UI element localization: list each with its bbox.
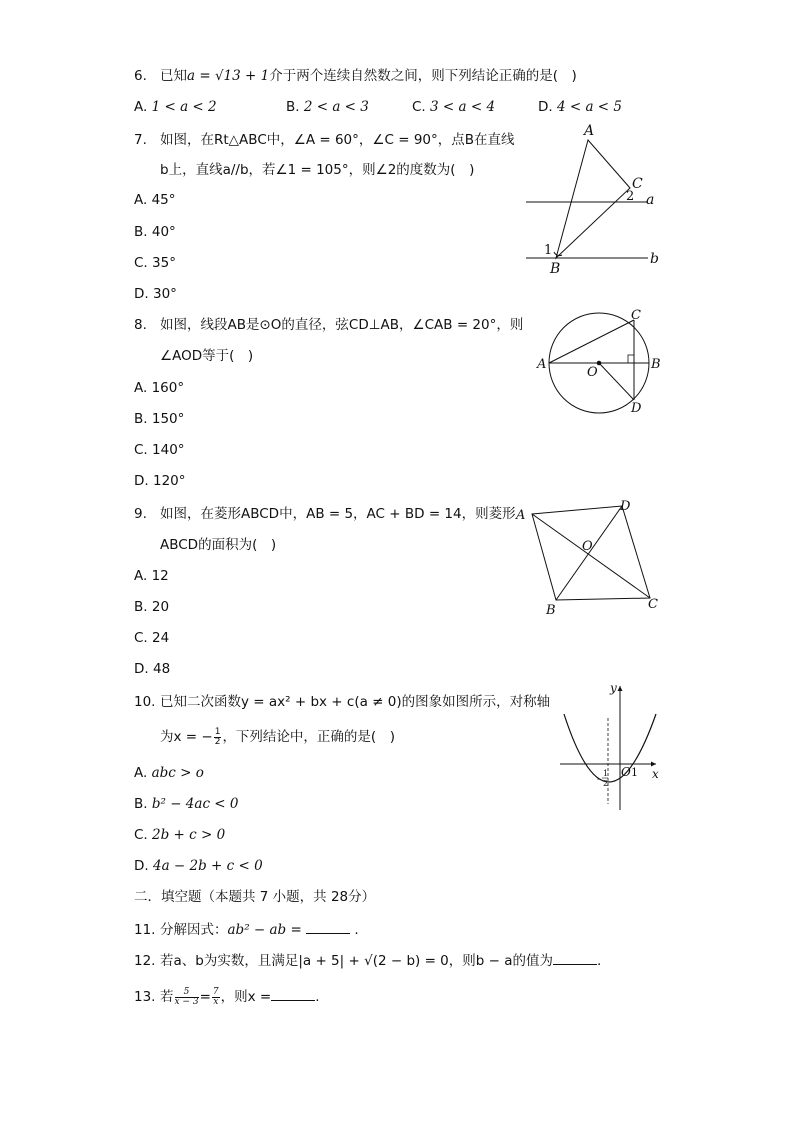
math-expression: ab² − ab =	[227, 922, 302, 938]
label-y: y	[610, 681, 617, 695]
label-c-vertex: C	[632, 176, 643, 192]
label-d: D	[620, 499, 631, 514]
option-text: 48	[152, 661, 171, 677]
option-text: 2b + c > 0	[152, 827, 226, 843]
question-11-stem	[134, 919, 359, 940]
label-x: x	[652, 767, 659, 781]
option-text: 3 < a < 4	[430, 99, 496, 115]
option-text: b² − 4ac < 0	[151, 796, 239, 812]
label-b: B	[651, 357, 661, 372]
option-text: 1 < a < 2	[151, 99, 217, 115]
option-label: B.	[134, 411, 148, 427]
stem-text: 如图，线段AB是⊙O的直径，弦CD⊥AB，∠CAB = 20°，则	[160, 317, 524, 333]
q6-option-c[interactable]	[412, 97, 495, 117]
equals-sign: =	[199, 989, 211, 1005]
question-8-stem	[134, 315, 523, 335]
chord-ac	[549, 320, 634, 363]
label-c: C	[648, 597, 658, 612]
question-6-stem	[134, 66, 577, 86]
q6-option-b[interactable]	[286, 97, 369, 117]
label-o: O	[582, 539, 593, 554]
stem-text: 介于两个连续自然数之间，则下列结论正确的是( )	[269, 68, 577, 84]
section-title: 二．填空题（本题共 7 小题，共 28分）	[134, 889, 376, 905]
q8-option-d[interactable]	[134, 471, 186, 491]
label-b: B	[546, 603, 556, 618]
option-label: D.	[134, 661, 149, 677]
stem-text: 如图，在菱形ABCD中，AB = 5，AC + BD = 14，则菱形	[160, 506, 516, 522]
question-8-stem-cont	[160, 346, 253, 366]
label-d: D	[631, 401, 642, 416]
label-o: O	[587, 365, 598, 380]
parabola	[564, 714, 656, 782]
q9-option-b[interactable]	[134, 597, 169, 617]
label-half-den: 2	[603, 779, 609, 788]
triangle-abc	[556, 140, 630, 258]
label-c: C	[631, 308, 641, 323]
q10-option-c[interactable]	[134, 825, 225, 845]
option-label: D.	[538, 99, 553, 115]
question-10-stem	[134, 692, 550, 712]
q6-option-d[interactable]	[538, 97, 622, 117]
stem-text: 如图，在Rt△ABC中，∠A = 60°，∠C = 90°，点B在直线	[160, 132, 515, 148]
answer-blank[interactable]	[306, 919, 350, 934]
label-half-num: 1	[603, 769, 609, 778]
option-text: 160°	[151, 380, 185, 396]
stem-text: ∠AOD等于( )	[160, 348, 254, 364]
q9-option-a[interactable]	[134, 566, 169, 586]
question-13-stem	[134, 986, 320, 1007]
label-one: 1	[631, 766, 638, 779]
option-text: 140°	[152, 442, 185, 458]
q10-option-b[interactable]	[134, 794, 239, 814]
stem-text: 为x = −	[160, 729, 213, 745]
option-label: C.	[134, 442, 148, 458]
option-text: 12	[151, 568, 169, 584]
q9-option-c[interactable]	[134, 628, 169, 648]
q10-option-d[interactable]	[134, 856, 263, 876]
option-text: 120°	[152, 473, 186, 489]
stem-text: ，则x =	[220, 989, 272, 1005]
q10-figure	[556, 678, 668, 812]
question-12-stem	[134, 950, 601, 971]
option-label: A.	[134, 765, 148, 781]
question-number: 11.	[134, 922, 156, 938]
q8-option-a[interactable]	[134, 378, 184, 398]
option-text: 20	[151, 599, 170, 615]
option-label: B.	[134, 224, 148, 240]
q8-figure	[534, 306, 664, 416]
stem-text: 分解因式：	[160, 922, 228, 938]
stem-text: 若a、b为实数，且满足|a + 5| + √(2 − b) = 0，则b − a的值为	[160, 953, 553, 969]
x-axis-arrow	[651, 762, 656, 767]
fraction-numerator: 1	[214, 726, 221, 737]
option-text: 45°	[151, 192, 176, 208]
label-b-vertex: B	[550, 261, 561, 277]
option-label: B.	[286, 99, 300, 115]
option-text: 30°	[152, 286, 177, 302]
q7-option-c[interactable]	[134, 253, 176, 273]
answer-blank[interactable]	[553, 950, 597, 965]
stem-text: b上，直线a//b，若∠1 = 105°，则∠2的度数为( )	[160, 162, 475, 178]
question-number: 7.	[134, 132, 147, 148]
option-label: A.	[134, 568, 148, 584]
option-text: 2 < a < 3	[303, 99, 369, 115]
stem-text: .	[354, 922, 359, 938]
q9-figure	[512, 496, 668, 620]
question-10-stem-cont	[160, 727, 395, 747]
section-2-title	[134, 887, 375, 907]
option-label: C.	[134, 827, 148, 843]
stem-text: .	[597, 953, 602, 969]
q7-option-a[interactable]	[134, 190, 176, 210]
question-number: 9.	[134, 506, 147, 522]
fraction-numerator: 7	[212, 986, 219, 997]
q10-option-a[interactable]	[134, 763, 204, 783]
option-label: C.	[134, 255, 148, 271]
label-line-a: a	[646, 192, 655, 208]
question-number: 10.	[134, 694, 156, 710]
option-text: 24	[152, 630, 170, 646]
question-9-stem-cont	[160, 535, 276, 555]
option-label: A.	[134, 99, 148, 115]
option-text: 35°	[152, 255, 176, 271]
option-text: 4 < a < 5	[556, 99, 622, 115]
fraction-right	[212, 988, 220, 1007]
option-label: D.	[134, 286, 149, 302]
stem-text: .	[315, 989, 320, 1005]
answer-blank[interactable]	[271, 986, 315, 1001]
fraction-denominator: x	[213, 996, 219, 1007]
right-angle-mark	[628, 355, 634, 363]
stem-text: 已知二次函数y = ax² + bx + c(a ≠ 0)的图象如图所示，对称轴	[160, 694, 551, 710]
diagonal-ac	[532, 514, 650, 598]
question-number: 13.	[134, 989, 156, 1005]
fraction-left	[175, 988, 199, 1007]
option-label: B.	[134, 599, 148, 615]
label-angle-2: 2	[626, 189, 635, 204]
option-label: D.	[134, 473, 149, 489]
label-a: A	[516, 508, 526, 523]
fraction-denominator: x − 3	[174, 996, 199, 1007]
y-axis-arrow	[618, 686, 623, 691]
stem-text: ABCD的面积为( )	[160, 537, 277, 553]
option-text: 40°	[151, 224, 176, 240]
option-label: D.	[134, 858, 149, 874]
segment-od	[599, 363, 634, 400]
option-text: 150°	[151, 411, 185, 427]
option-label: C.	[134, 630, 148, 646]
fraction-numerator: 5	[175, 988, 199, 998]
stem-text: 若	[160, 989, 174, 1005]
fraction-one-half	[214, 728, 222, 747]
question-9-stem	[134, 504, 516, 524]
option-label: A.	[134, 380, 148, 396]
question-number: 8.	[134, 317, 147, 333]
label-a: A	[537, 357, 547, 372]
q8-option-b[interactable]	[134, 409, 184, 429]
option-text: 4a − 2b + c < 0	[152, 858, 263, 874]
fraction-denominator: 2	[214, 736, 221, 747]
q7-figure	[520, 118, 670, 278]
stem-text: ，下列结论中，正确的是( )	[222, 729, 395, 745]
stem-text: 已知	[160, 68, 187, 84]
label-minus: -	[597, 774, 601, 785]
label-line-b: b	[650, 251, 659, 267]
q7-option-b[interactable]	[134, 222, 176, 242]
label-angle-1: 1	[544, 243, 553, 258]
question-number: 6.	[134, 68, 147, 84]
option-label: B.	[134, 796, 148, 812]
question-7-stem	[134, 130, 515, 150]
question-7-stem-cont	[160, 160, 474, 180]
option-label: A.	[134, 192, 148, 208]
option-text: abc > o	[151, 765, 204, 781]
math-expression: a = √13 + 1	[187, 68, 270, 84]
q9-option-d[interactable]	[134, 659, 170, 679]
label-a-vertex: A	[584, 123, 595, 139]
option-label: C.	[412, 99, 426, 115]
q8-option-c[interactable]	[134, 440, 185, 460]
question-number: 12.	[134, 953, 156, 969]
q6-option-a[interactable]	[134, 97, 217, 117]
label-origin: O	[621, 765, 631, 779]
q7-option-d[interactable]	[134, 284, 177, 304]
